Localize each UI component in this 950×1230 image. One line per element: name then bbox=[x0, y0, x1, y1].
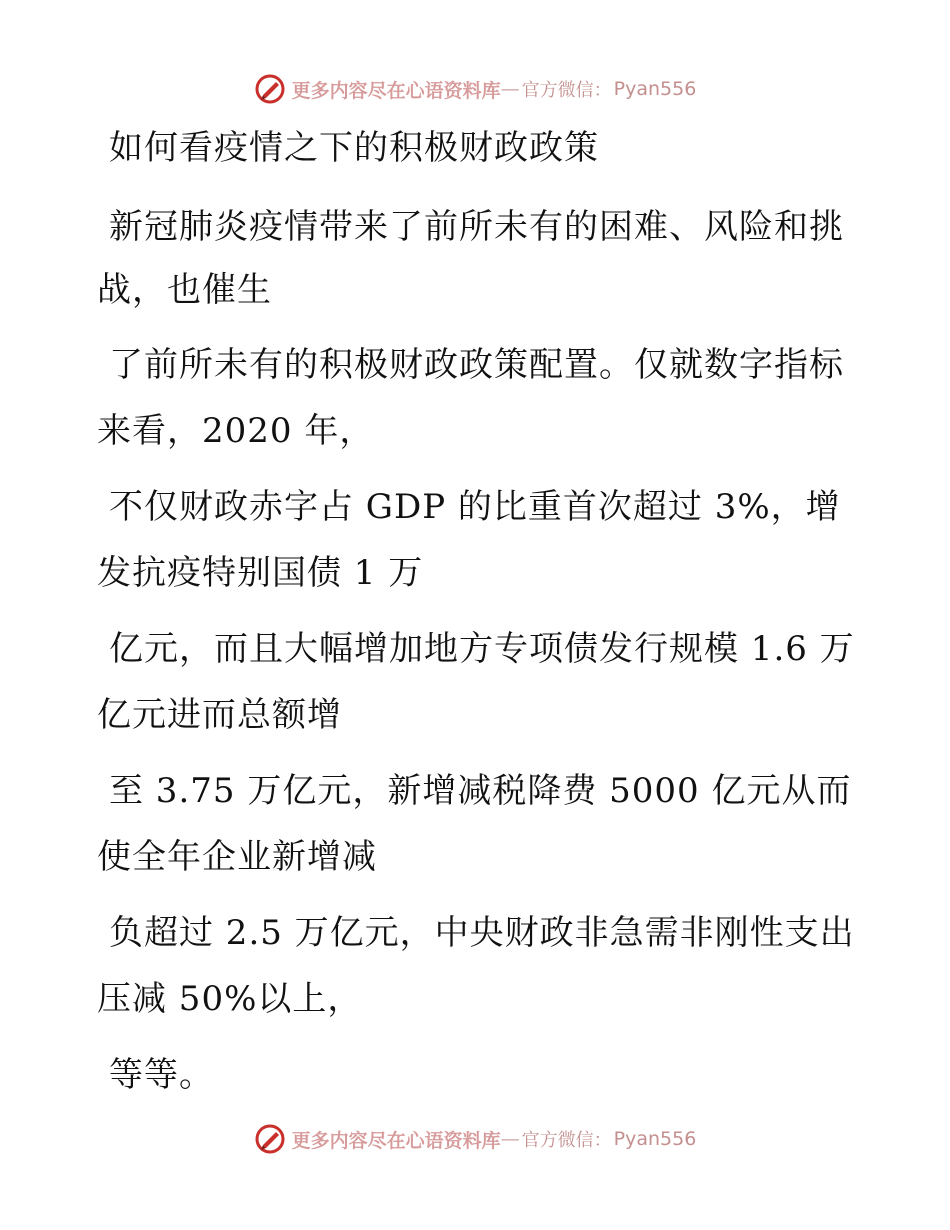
watermark-separator: — bbox=[500, 1128, 520, 1150]
paragraph-1: 新冠肺炎疫情带来了前所未有的困难、风险和挑战，也催生 bbox=[97, 207, 844, 310]
paragraph-5: 至 3.75 万亿元，新增减税降费 5000 亿元从而使全年企业新增减 bbox=[97, 771, 852, 877]
paragraph-7: 等等。 bbox=[109, 1055, 214, 1095]
pen-seal-icon bbox=[254, 1123, 286, 1155]
document-title: 如何看疫情之下的积极财政政策 bbox=[109, 128, 599, 168]
paragraph-6: 负超过 2.5 万亿元，中央财政非急需非刚性支出压减 50%以上， bbox=[97, 913, 855, 1019]
watermark-title: 更多内容尽在心语资料库 bbox=[291, 79, 501, 102]
watermark-footer bbox=[0, 1122, 950, 1156]
paragraph-4: 亿元，而且大幅增加地方专项债发行规模 1.6 万亿元进而总额增 bbox=[97, 629, 855, 735]
watermark-contact-label: 官方微信： bbox=[521, 1130, 612, 1151]
pen-seal-icon bbox=[254, 73, 286, 105]
watermark-separator: — bbox=[500, 78, 520, 100]
paragraph-3: 不仅财政赤字占 GDP 的比重首次超过 3%，增发抗疫特别国债 1 万 bbox=[97, 487, 841, 593]
document-body bbox=[97, 124, 857, 1108]
watermark-contact-id: Pyan556 bbox=[613, 1128, 697, 1150]
watermark-contact-id: Pyan556 bbox=[613, 78, 697, 100]
watermark-contact-label: 官方微信： bbox=[521, 80, 612, 101]
watermark-title: 更多内容尽在心语资料库 bbox=[291, 1129, 501, 1152]
paragraph-2: 了前所未有的积极财政政策配置。仅就数字指标来看，2020 年， bbox=[97, 345, 844, 451]
watermark-header bbox=[0, 72, 950, 106]
